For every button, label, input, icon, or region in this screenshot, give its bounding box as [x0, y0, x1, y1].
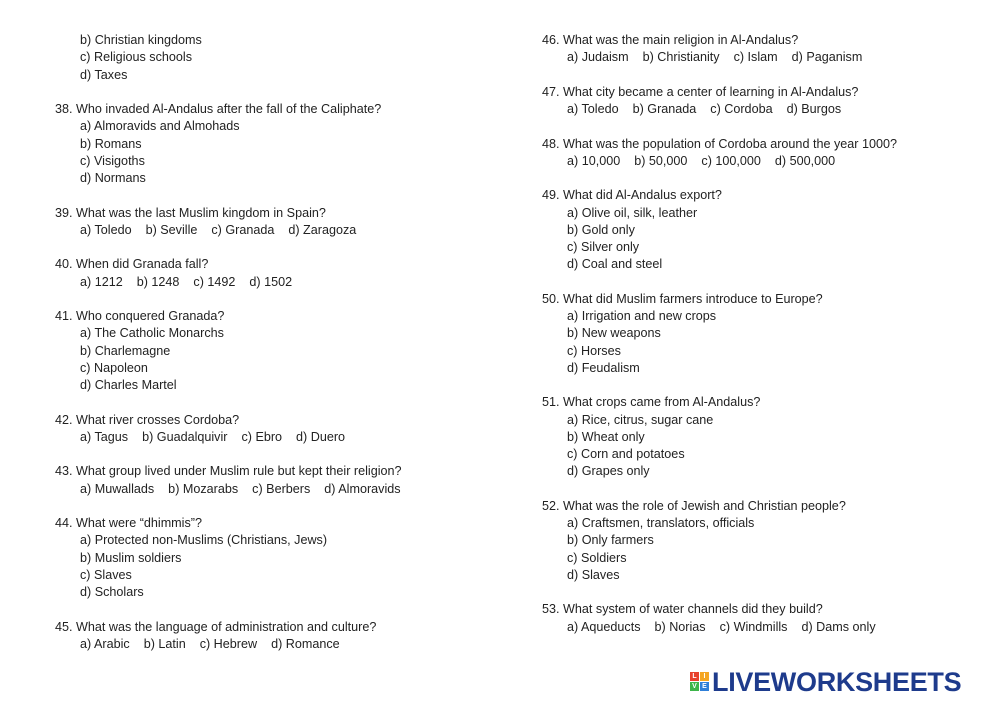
answer-option: b) Romans	[80, 136, 142, 151]
spacer	[55, 291, 495, 308]
answer-option: a) Protected non-Muslims (Christians, Jews)	[80, 533, 328, 548]
spacer	[542, 377, 982, 394]
answer-option: a) The Catholic Monarchs	[80, 326, 224, 341]
answer-option: d) Coal and steel	[567, 257, 663, 272]
question-text: 51. What crops came from Al-Andalus?	[542, 395, 761, 410]
answer-option: a) Almoravids and Almohads	[80, 119, 240, 134]
answer-option: a) 1212 b) 1248 c) 1492 d) 1502	[80, 274, 293, 289]
answer-option: b) Gold only	[567, 222, 635, 237]
logo-letter-i: I	[700, 672, 709, 681]
spacer	[55, 601, 495, 618]
answer-option: c) Horses	[567, 343, 621, 358]
right-column	[542, 32, 982, 636]
answer-option: b) Charlemagne	[80, 343, 171, 358]
answer-option: a) Rice, citrus, sugar cane	[567, 412, 714, 427]
liveworksheets-logo	[690, 668, 961, 696]
answer-option: c) Corn and potatoes	[567, 447, 685, 461]
answer-option: d) Feudalism	[567, 360, 640, 375]
question-text: 44. What were “dhimmis”?	[55, 516, 202, 530]
answer-option: a) Toledo b) Seville c) Granada d) Zaragoza	[80, 222, 357, 237]
answer-option: a) Judaism b) Christianity c) Islam d) Paganism	[567, 50, 863, 65]
spacer	[55, 84, 495, 101]
question-text: 41. Who conquered Granada?	[55, 309, 225, 323]
question-text: 39. What was the last Muslim kingdom in Spain?	[55, 205, 326, 220]
spacer	[542, 170, 982, 187]
question-text: 48. What was the population of Cordoba around the year 1000?	[542, 136, 897, 151]
answer-option: d) Normans	[80, 171, 146, 185]
question-text: 40. When did Granada fall?	[55, 257, 209, 272]
brand-name: LIVEWORKSHEETS	[712, 666, 962, 697]
question-text: 45. What was the language of administration and culture?	[55, 619, 377, 634]
spacer	[542, 481, 982, 498]
question-text: 53. What system of water channels did they build?	[542, 602, 823, 617]
spacer	[55, 394, 495, 411]
spacer	[542, 274, 982, 291]
answer-option: b) Only farmers	[567, 533, 654, 548]
left-column	[55, 32, 495, 653]
answer-option: c) Napoleon	[80, 360, 148, 375]
question-text: 47. What city became a center of learning in Al-Andalus?	[542, 84, 859, 99]
answer-option: a) Olive oil, silk, leather	[567, 205, 698, 220]
answer-option: c) Religious schools	[80, 50, 192, 65]
logo-letter-l: L	[690, 672, 699, 681]
answer-option: d) Grapes only	[567, 464, 650, 479]
answer-option: b) Christian kingdoms	[80, 33, 202, 47]
question-text: 52. What was the role of Jewish and Christian people?	[542, 498, 846, 513]
answer-option: d) Charles Martel	[80, 378, 177, 392]
question-text: 50. What did Muslim farmers introduce to Europe?	[542, 291, 823, 306]
question-text: 46. What was the main religion in Al-Andalus?	[542, 33, 799, 47]
spacer	[542, 584, 982, 601]
answer-option: c) Silver only	[567, 240, 640, 254]
spacer	[55, 239, 495, 256]
answer-option: a) Toledo b) Granada c) Cordoba d) Burgos	[567, 102, 842, 116]
answer-option: a) Craftsmen, translators, officials	[567, 516, 755, 530]
answer-option: c) Soldiers	[567, 550, 627, 565]
answer-option: b) New weapons	[567, 326, 661, 341]
answer-option: d) Slaves	[567, 567, 620, 582]
answer-option: d) Scholars	[80, 585, 144, 599]
answer-option: a) Muwallads b) Mozarabs c) Berbers d) Almoravids	[80, 481, 401, 496]
answer-option: a) 10,000 b) 50,000 c) 100,000 d) 500,000	[567, 153, 836, 168]
answer-option: a) Arabic b) Latin c) Hebrew d) Romance	[80, 636, 340, 651]
spacer	[55, 187, 495, 204]
question-text: 49. What did Al-Andalus export?	[542, 188, 722, 203]
answer-option: a) Irrigation and new crops	[567, 309, 717, 323]
logo-icon	[690, 672, 709, 692]
spacer	[542, 118, 982, 135]
answer-option: a) Aqueducts b) Norias c) Windmills d) Dams only	[567, 619, 876, 634]
answer-option: c) Slaves	[80, 567, 132, 582]
answer-option: c) Visigoths	[80, 153, 145, 168]
spacer	[55, 446, 495, 463]
answer-option: b) Muslim soldiers	[80, 550, 182, 565]
question-text: 43. What group lived under Muslim rule but kept their religion?	[55, 464, 402, 479]
answer-option: d) Taxes	[80, 67, 128, 82]
answer-option: b) Wheat only	[567, 429, 645, 444]
question-text: 38. Who invaded Al-Andalus after the fall of the Caliphate?	[55, 102, 382, 116]
answer-option: a) Tagus b) Guadalquivir c) Ebro d) Duero	[80, 429, 346, 444]
logo-letter-v: V	[690, 682, 699, 691]
spacer	[542, 67, 982, 84]
spacer	[55, 498, 495, 515]
logo-letter-e: E	[700, 682, 709, 691]
question-text: 42. What river crosses Cordoba?	[55, 412, 240, 427]
